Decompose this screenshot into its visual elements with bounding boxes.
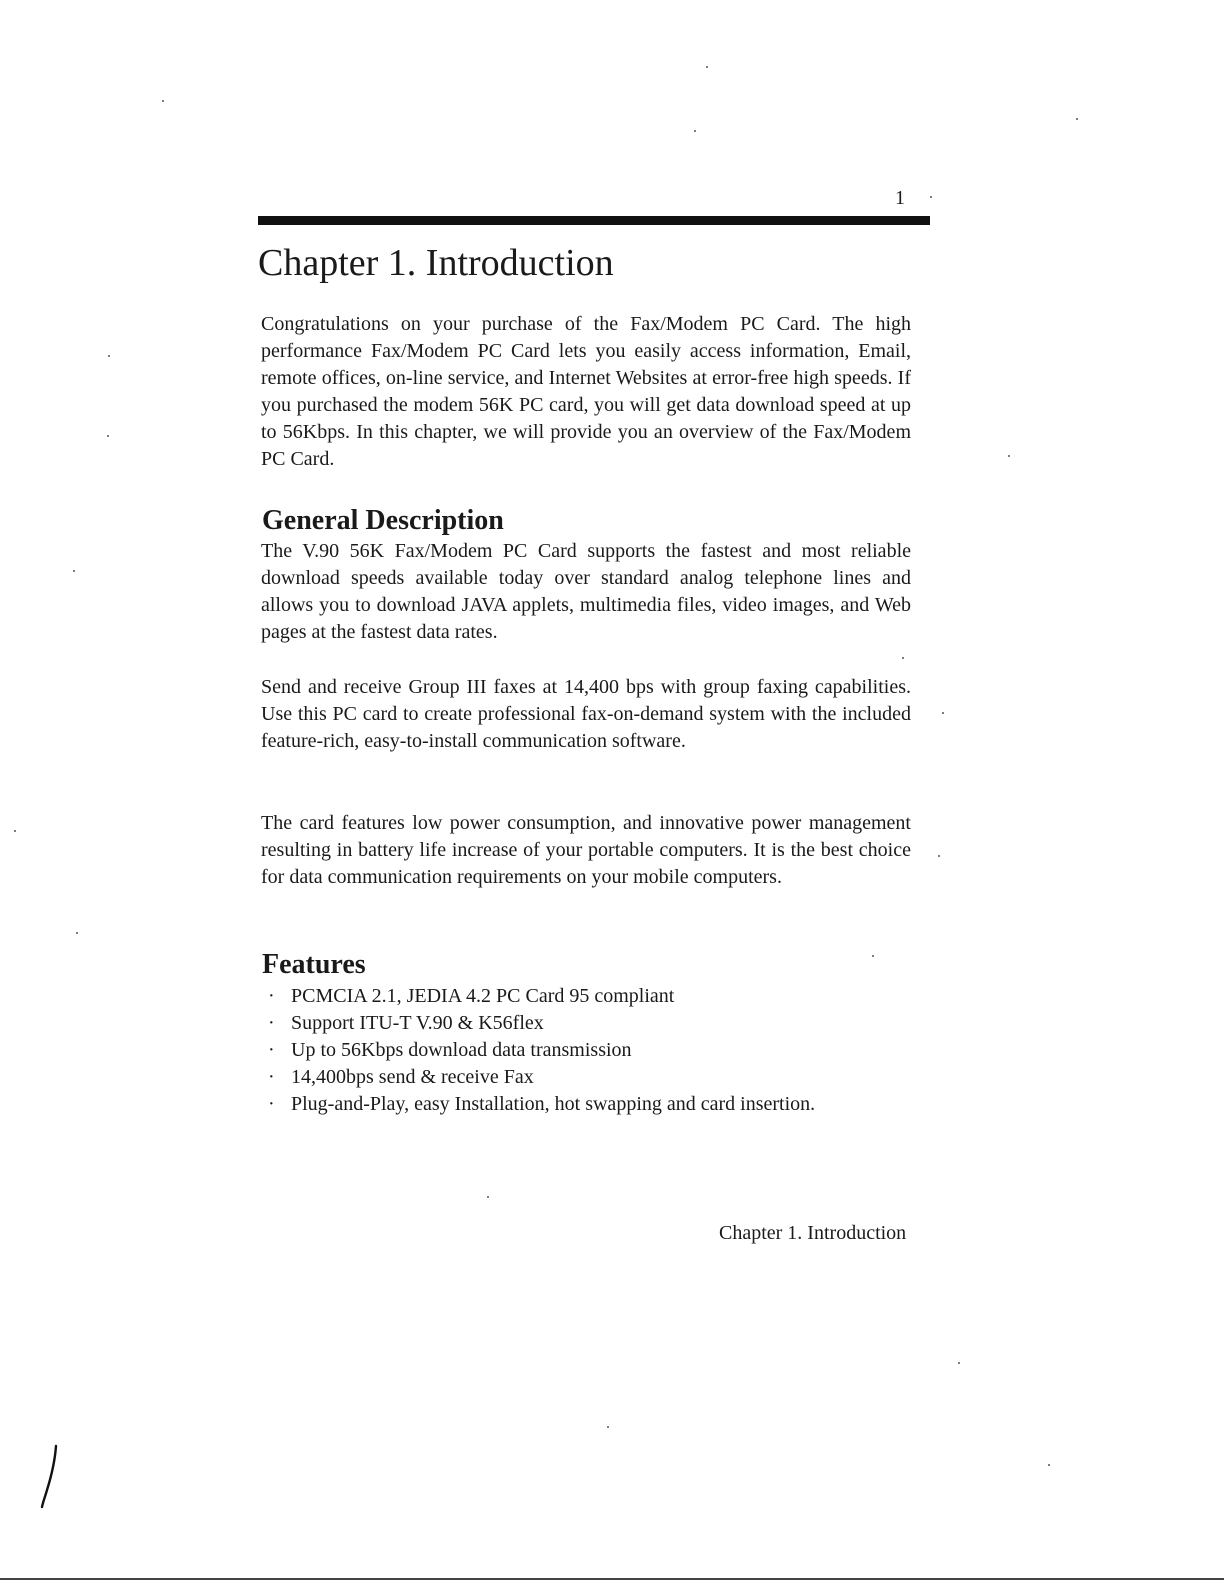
- general-description-paragraph-2: Send and receive Group III faxes at 14,400 bps with group faxing capabilities. Use this PC card to create professional fax-on-demand system with the included feature-rich, easy-to-install communication software.: [261, 676, 911, 752]
- general-description-paragraph-1: The V.90 56K Fax/Modem PC Card supports the fastest and most reliable download speeds available today over standard analog telephone lines and allows you to download JAVA applets, multimedia files, video images, and Web pages at the fastest data rates.: [261, 540, 911, 643]
- header-rule: [258, 216, 930, 225]
- scan-speck: [76, 932, 78, 934]
- scan-speck: [487, 1196, 489, 1198]
- chapter-title: Chapter 1. Introduction: [258, 242, 614, 284]
- scan-speck: [607, 1426, 609, 1428]
- feature-text: Plug-and-Play, easy Installation, hot swapping and card insertion.: [291, 1093, 816, 1115]
- scan-speck: [108, 355, 110, 357]
- scan-speck: [706, 66, 708, 68]
- list-item: [268, 1091, 815, 1118]
- page-number: 1: [895, 187, 905, 209]
- scan-speck: [942, 712, 944, 714]
- feature-text: Support ITU-T V.90 & K56flex: [291, 1012, 544, 1034]
- scan-speck: [694, 130, 696, 132]
- list-item: [268, 983, 815, 1010]
- intro-paragraph: Congratulations on your purchase of the Fax/Modem PC Card. The high performance Fax/Modem PC Card lets you easily access information, Email, remote offices, on-line service, and Internet Websites at error-free high speeds. If you purchased the modem 56K PC card, you will get data download speed at up to 56Kbps. In this chapter, we will provide you an overview of the Fax/Modem PC Card.: [261, 313, 911, 470]
- scan-speck: [902, 657, 904, 659]
- features-list: [268, 983, 815, 1118]
- bullet-icon: ·: [268, 985, 275, 1007]
- scan-speck: [14, 830, 16, 832]
- scan-speck: [162, 100, 164, 102]
- scan-speck: [1008, 455, 1010, 457]
- feature-text: Up to 56Kbps download data transmission: [291, 1039, 632, 1061]
- list-item: [268, 1010, 815, 1037]
- general-description-heading: General Description: [262, 505, 504, 536]
- scan-speck: [73, 570, 75, 572]
- scan-speck: [107, 435, 109, 437]
- scan-speck: [938, 855, 940, 857]
- features-heading: Features: [262, 949, 366, 980]
- scan-speck: [1076, 118, 1078, 120]
- margin-pen-mark: [34, 1444, 64, 1515]
- general-description-paragraph-3: The card features low power consumption, and innovative power management resulting in battery life increase of your portable computers. It is the best choice for data communication requirements on your mobile computers.: [261, 812, 911, 888]
- bullet-icon: ·: [268, 1093, 275, 1115]
- bottom-edge-rule: [0, 1578, 1224, 1580]
- scan-speck: [1048, 1464, 1050, 1466]
- bullet-icon: ·: [268, 1012, 275, 1034]
- list-item: [268, 1064, 815, 1091]
- feature-text: 14,400bps send & receive Fax: [291, 1066, 534, 1088]
- bullet-icon: ·: [268, 1039, 275, 1061]
- footer-chapter-label: Chapter 1. Introduction: [719, 1222, 907, 1244]
- bullet-icon: ·: [268, 1066, 275, 1088]
- feature-text: PCMCIA 2.1, JEDIA 4.2 PC Card 95 compliant: [291, 985, 675, 1007]
- scan-speck: [872, 955, 874, 957]
- list-item: [268, 1037, 815, 1064]
- scan-speck: [930, 196, 932, 198]
- scan-speck: [958, 1362, 960, 1364]
- pen-stroke-icon: [34, 1444, 64, 1510]
